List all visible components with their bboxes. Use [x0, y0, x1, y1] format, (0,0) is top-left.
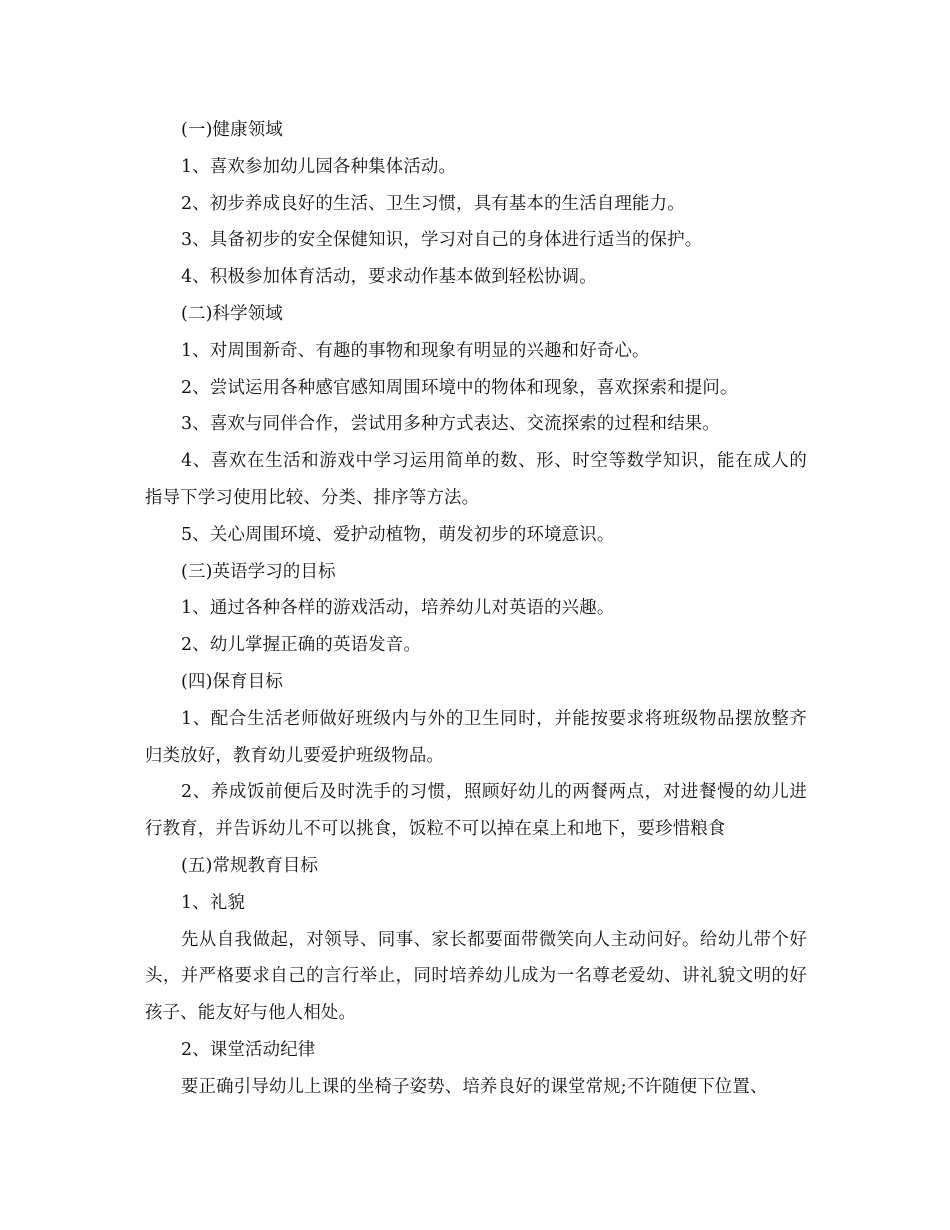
section-heading-health: (一)健康领域	[181, 120, 283, 140]
health-item-4: 4、积极参加体育活动，要求动作基本做到轻松协调。	[181, 267, 597, 288]
english-item-1: 1、通过各种各样的游戏活动，培养幼儿对英语的兴趣。	[181, 598, 615, 619]
document-body	[145, 112, 807, 1106]
routine-subheading-courtesy: 1、礼貌	[181, 892, 246, 913]
health-item-2: 2、初步养成良好的生活、卫生习惯，具有基本的生活自理能力。	[181, 193, 685, 214]
science-item-1: 1、对周围新奇、有趣的事物和现象有明显的兴趣和好奇心。	[181, 340, 650, 361]
care-item-1: 1、配合生活老师做好班级内与外的卫生同时，并能按要求将班级物品摆放整齐归类放好，教育幼儿要爱护班级物品。	[145, 708, 807, 766]
routine-classroom-text: 要正确引导幼儿上课的坐椅子姿势、培养良好的课堂常规;不许随便下位置、	[181, 1076, 768, 1097]
health-item-3: 3、具备初步的安全保健知识，学习对自己的身体进行适当的保护。	[181, 230, 703, 251]
section-heading-routine: (五)常规教育目标	[181, 855, 319, 876]
routine-subheading-classroom: 2、课堂活动纪律	[181, 1039, 316, 1060]
section-heading-science: (二)科学领域	[181, 303, 283, 324]
science-item-2: 2、尝试运用各种感官感知周围环境中的物体和现象，喜欢探索和提问。	[181, 377, 738, 398]
health-item-1: 1、喜欢参加幼儿园各种集体活动。	[181, 156, 457, 177]
section-heading-care: (四)保育目标	[181, 671, 283, 692]
english-item-2: 2、幼儿掌握正确的英语发音。	[181, 635, 421, 656]
science-item-5: 5、关心周围环境、爱护动植物，萌发初步的环境意识。	[181, 524, 615, 545]
routine-courtesy-text: 先从自我做起，对领导、同事、家长都要面带微笑向人主动问好。给幼儿带个好头，并严格要求自己的言行举止，同时培养幼儿成为一名尊老爱幼、讲礼貌文明的好孩子、能友好与他人相处。	[145, 929, 807, 1024]
section-heading-english: (三)英语学习的目标	[181, 561, 336, 582]
science-item-3: 3、喜欢与同伴合作，尝试用多种方式表达、交流探索的过程和结果。	[181, 414, 720, 435]
care-item-2: 2、养成饭前便后及时洗手的习惯，照顾好幼儿的两餐两点，对进餐慢的幼儿进行教育，并告诉幼儿不可以挑食，饭粒不可以掉在桌上和地下，要珍惜粮食	[145, 782, 807, 840]
science-item-4: 4、喜欢在生活和游戏中学习运用简单的数、形、时空等数学知识，能在成人的指导下学习使用比较、分类、排序等方法。	[145, 451, 807, 508]
